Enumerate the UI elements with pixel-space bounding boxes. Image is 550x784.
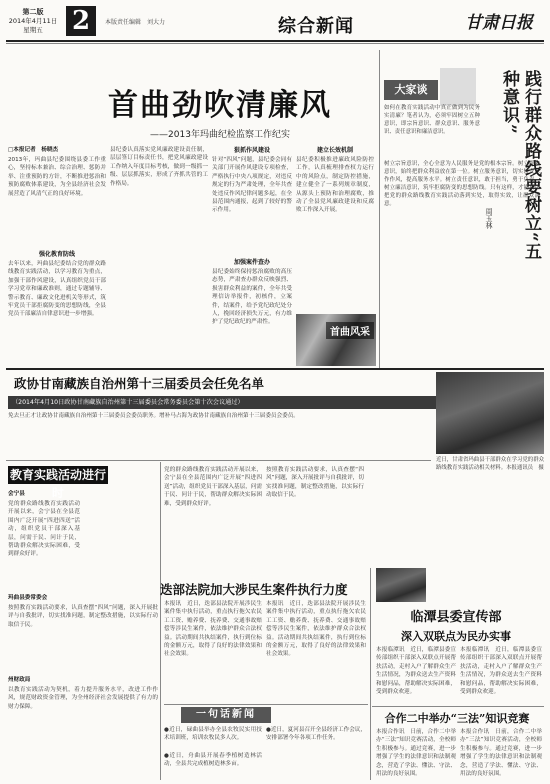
- opinion-headline: 践行群众路线要树立“五种意识”: [499, 70, 541, 261]
- court-headline: 迭部法院加大涉民生案件执行力度: [160, 582, 348, 597]
- main-subhead-1: 强化教育防线: [38, 251, 75, 258]
- linze-body-2: 本报临潭讯 近日，临潭县委宣传部组织干部深入双联点开展帮扶活动，走村入户了解群众生产生活情况，为群众送去生产资料和慰问品，帮助解决实际困难，受到群众欢迎。: [460, 647, 542, 696]
- court-body-2: 本报讯 近日，迭部县法院开展涉民生案件集中执行活动，重点执行拖欠农民工工资、赡养费、抚养费、交通事故赔偿等涉民生案件，依法维护群众合法权益。活动期间共执结案件，执行到位标的金额万元，取得了良好的法律效果和社会效果。: [266, 601, 366, 658]
- hezuo-headline: 合作二中举办“三法”知识竞赛: [384, 712, 530, 725]
- hezuo-rule: [372, 706, 544, 707]
- brief-item-2: ●近日，舟曲县开展春季植树造林活动，全县共完成植树造林多亩。: [164, 753, 262, 768]
- main-col-1: 去年以来，玛曲县纪委结合党的群众路线教育实践活动，以学习教育为重点，加强干部作风建设，认真组织党员干部学习党章和廉政准则，通过专题辅导、警示教育、廉政文化进机关等形式，筑牢党员干部拒腐防变的思想防线，全县党员干部廉洁自律意识进一步增强。: [8, 261, 106, 318]
- section-rule: [6, 368, 544, 370]
- edu-item3-head: 州财政局: [8, 677, 31, 683]
- main-byline: □本报记者 杨晓杰: [8, 147, 59, 153]
- page-number: 2: [66, 6, 96, 36]
- edu-item2-head: 玛曲县委常委会: [8, 595, 48, 601]
- weekday-label: 星期五: [23, 26, 43, 34]
- brief-news-banner: 一句话新闻: [181, 707, 271, 723]
- main-intro: 2013年，玛曲县纪委围绕县委工作重心，坚持标本兼治、综合治理、惩防并举、注重预防的方针，不断推进惩治和预防腐败体系建设，为全县经济社会发展营造了风清气正的良好环境。: [8, 157, 106, 197]
- hezuo-body-2: 本报合作讯 日前，合作二中举办“三法”知识竞赛活动，全校师生积极参与。通过竞赛，进一步增强了学生的法律意识和法制观念，营造了学法、懂法、守法、用法的良好氛围。: [460, 729, 542, 778]
- opinion-banner: 大家谈: [384, 80, 438, 100]
- main-headline: 首曲劲吹清廉风: [108, 88, 332, 123]
- opinion-illustration: [440, 68, 476, 106]
- linze-headline: 临潭县委宣传部: [410, 610, 502, 625]
- masthead-info: [8, 8, 58, 35]
- main-col-5: 县纪委积极推进廉政风险防控工作，认真梳理排查权力运行中的风险点，制定防控措施，建立健全了一系列规章制度，从源头上预防和治理腐败，推动了全县党风廉政建设和反腐败工作深入开展。: [296, 157, 374, 214]
- header-rule-thin: [6, 43, 544, 44]
- column-divider-3: [370, 568, 371, 780]
- linze-photo: [376, 568, 426, 602]
- linze-subheadline: 深入双联点为民办实事: [401, 630, 511, 643]
- edu-item1-cont: [84, 490, 156, 590]
- editor-credit: 本版责任编辑 刘大力: [105, 19, 166, 26]
- edu-item1-body: 党的群众路线教育实践活动开展以来，会宁县在全县范围内广泛开展“四进四送”活动，组织党员干部深入基层，问需于民、问计于民，帮助群众解决实际困难，受到群众好评。: [8, 501, 80, 558]
- photo-label: 首曲风采: [326, 322, 374, 339]
- appointment-headline: 政协甘南藏族自治州第十三届委员会任免名单: [14, 376, 265, 391]
- edu-item1-continued: 党的群众路线教育实践活动开展以来，会宁县在全县范围内广泛开展“四进四送”活动，组织党员干部深入基层，问需于民、问计于民，帮助群众解决实际困难，受到群众好评。: [164, 467, 262, 507]
- section-title: 综合新闻: [278, 16, 354, 37]
- edu-item2-continued: 按照教育实践活动要求，认真查摆“四风”问题，深入开展批评与自我批评，切实找准问题，制定整改措施，以实际行动取信于民。: [266, 467, 364, 499]
- edu-item2-body: 按照教育实践活动要求，认真查摆“四风”问题，深入开展批评与自我批评，切实找准问题，制定整改措施，以实际行动取信于民。: [8, 605, 158, 628]
- column-divider-2: [160, 462, 161, 780]
- main-col-4: 县纪委始终保持惩治腐败的高压态势，严肃查办群众反映强烈、损害群众利益的案件，全年共受理信访举报件，初核件，立案件，结案件，给予党纪政纪处分人，挽回经济损失万元，有力维护了党纪政纪的严肃性。: [212, 269, 292, 326]
- newspaper-logo: 甘肃日报: [465, 13, 533, 33]
- opinion-lead: 如何在教育实践活动中真正做到为民务实清廉？笔者认为，必须牢固树立五种意识，即宗旨意识、群众意识、服务意识、责任意识和廉洁意识。: [384, 105, 480, 135]
- date-label: 2014年4月11日: [8, 17, 58, 25]
- main-col-3: 针对“四风”问题，县纪委会同有关部门开展作风建设专项检查，严格执行中央八项规定，对违反规定的行为严肃处理，全年共查处违反作风纪律问题多起，在全县范围内通报，起到了较好的警示作用。: [212, 157, 292, 214]
- main-subhead-3: 加强案件查办: [233, 259, 270, 266]
- linze-body-1: 本报临潭讯 近日，临潭县委宣传部组织干部深入双联点开展帮扶活动，走村入户了解群众生产生活情况，为群众送去生产资料和慰问品，帮助解决实际困难，受到群众欢迎。: [376, 647, 456, 696]
- right-photo-caption: 近日，甘肃省玛曲县干部群众在学习党的群众路线教育实践活动相关材料。本报通讯员 摄: [436, 457, 544, 471]
- right-news-photo: [436, 372, 544, 454]
- hezuo-body-1: 本报合作讯 日前，合作二中举办“三法”知识竞赛活动，全校师生积极参与。通过竞赛，进一步增强了学生的法律意识和法制观念，营造了学法、懂法、守法、用法的良好氛围。: [376, 729, 456, 778]
- edu-item1-head: 会宁县: [8, 491, 25, 497]
- section-rule-2: [6, 460, 431, 461]
- main-subhead-2: 狠抓作风建设: [233, 147, 270, 154]
- main-subheadline: ——2013年玛曲纪检监察工作纪实: [150, 130, 290, 140]
- column-divider: [379, 50, 380, 368]
- main-subhead-4: 建立长效机制: [316, 147, 353, 154]
- yiju-rule: [164, 704, 368, 705]
- brief-item-3: ●近日，夏河县召开全县经济工作会议，安排部署今年各项工作任务。: [266, 727, 366, 742]
- opinion-author: 周玉林: [485, 208, 493, 229]
- education-banner: 教育实践活动进行时: [9, 468, 106, 500]
- opinion-body: 树立宗旨意识，全心全意为人民服务是党的根本宗旨。树立群众意识，始终把群众利益放在第一位。树立服务意识，切实转变工作作风，提高服务水平。树立责任意识，敢于担当，勇于负责，树立廉洁意识，筑牢拒腐防变的思想防线。只有这样，才能真正把党的群众路线教育实践活动落到实处，取得实效，让群众满意。: [384, 161, 540, 207]
- main-col-2: 县纪委认真落实党风廉政建设责任制，层层签订目标责任书，把党风廉政建设工作纳入年度目标考核，做到一级抓一级、层层抓落实，形成了齐抓共管的工作格局。: [110, 147, 208, 187]
- court-body-1: 本报讯 近日，迭部县法院开展涉民生案件集中执行活动，重点执行拖欠农民工工资、赡养费、抚养费、交通事故赔偿等涉民生案件，依法维护群众合法权益。活动期间共执结案件，执行到位标的金额万元，取得了良好的法律效果和社会效果。: [164, 601, 262, 658]
- appointment-subtitle: （2014年4月10日政协甘南藏族自治州第十三届委员会常务委员会第十次会议通过）: [8, 396, 436, 409]
- edu-item3-body: 以教育实践活动为契机，着力提升服务水平，改进工作作风，规范财政资金管理，为全州经济社会发展提供了有力的财力保障。: [8, 687, 158, 710]
- header-rule: [6, 40, 544, 42]
- appointment-body: 免去旦正才让政协甘南藏族自治州第十三届委员会委员职务。增补马占海为政协甘南藏族自治州第十三届委员会委员。: [8, 413, 299, 419]
- brief-item-1: ●近日，碌曲县举办全县农牧民实用技术培训班，培训农牧民多人次。: [164, 727, 262, 742]
- edition-label: 第二版: [22, 8, 44, 16]
